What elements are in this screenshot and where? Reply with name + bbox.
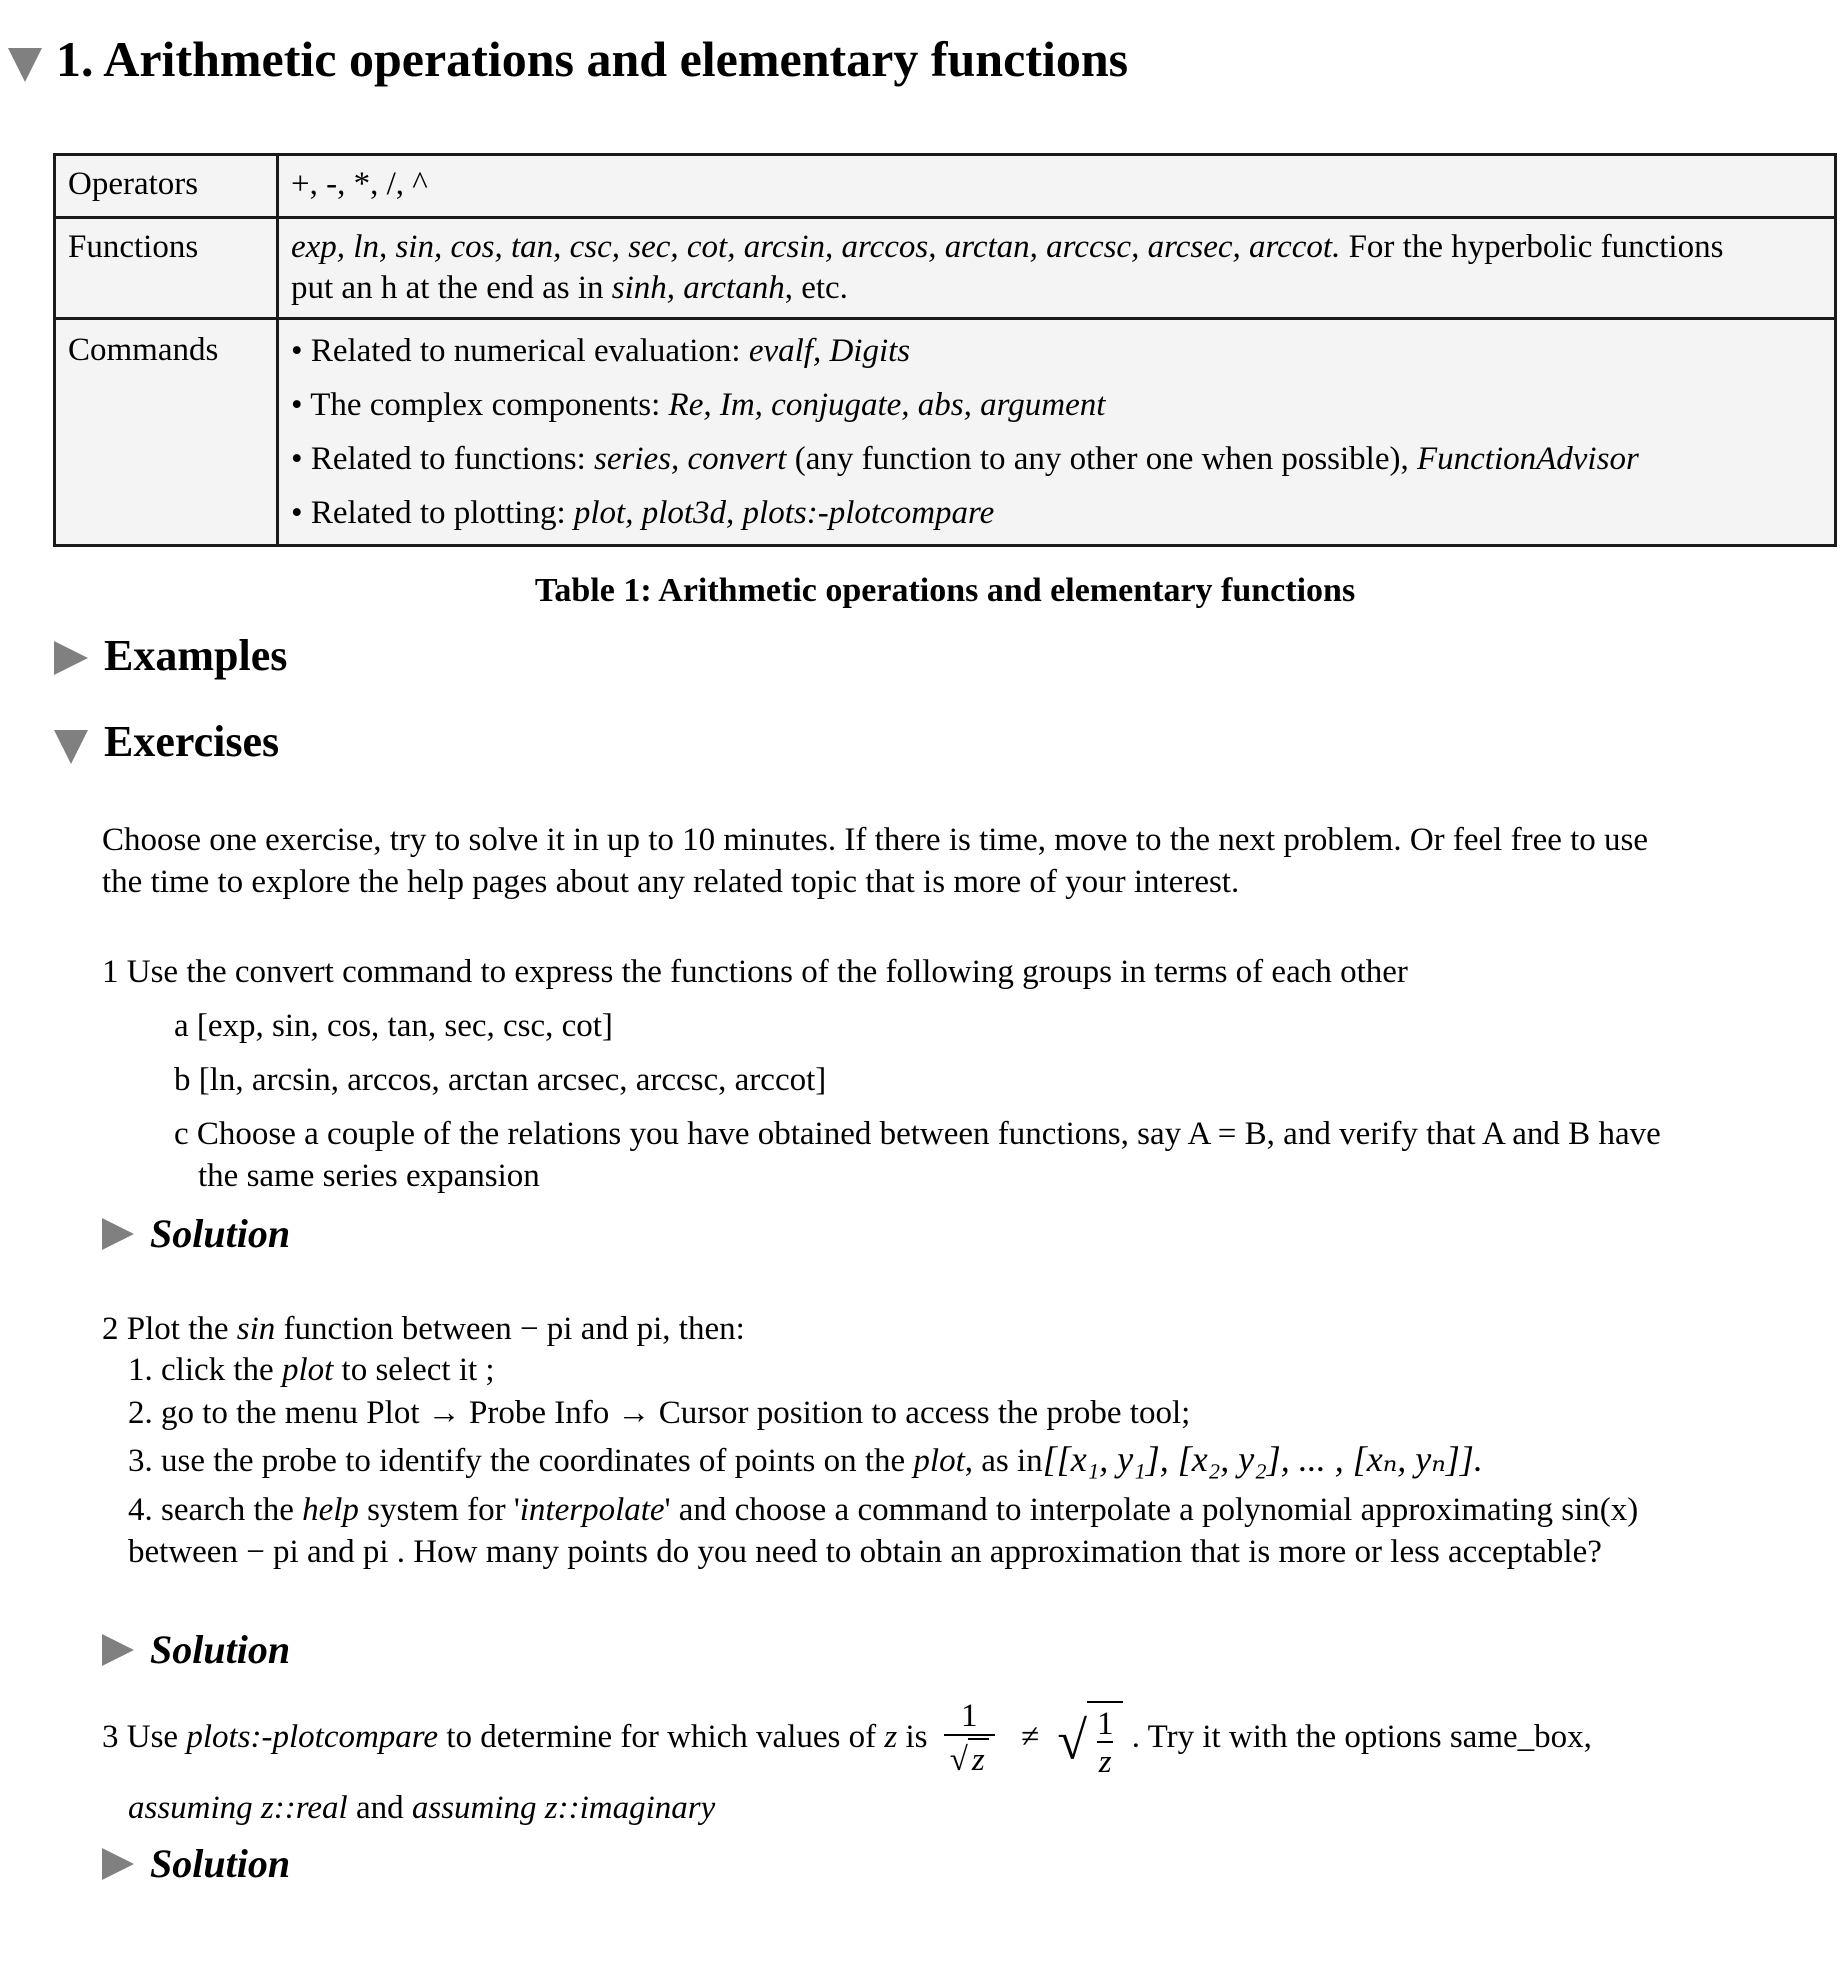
- row-label: Commands: [55, 319, 278, 546]
- list-item: • Related to plotting: plot, plot3d, plots:-plotcompare: [291, 495, 995, 531]
- coordinates-math: [[x₁, y₁], [x₂, y₂], ... , [xₙ, yₙ]].: [1042, 1439, 1483, 1479]
- table-row-commands: [55, 319, 1836, 546]
- expand-examples-icon[interactable]: [54, 641, 88, 675]
- solution-2-heading[interactable]: Solution: [150, 1627, 291, 1672]
- row-value: +, -, *, /, ^: [278, 155, 1836, 218]
- list-item: • The complex components: Re, Im, conjugate, abs, argument: [291, 387, 1106, 423]
- exercise-2-title: 2 Plot the sin function between − pi and pi, then:: [102, 1311, 745, 1347]
- exercise-2-step3: 3. use the probe to identify the coordinates of points on the plot, as in[[x₁, y₁], [x₂, y₂], ... , [xₙ, yₙ]].: [128, 1439, 1483, 1479]
- expand-solution-3-icon[interactable]: [102, 1848, 134, 1880]
- exercises-heading[interactable]: Exercises: [104, 717, 280, 766]
- expand-solution-1-icon[interactable]: [102, 1218, 134, 1250]
- sqrt-one-over-z: √ $\frac{1}{z}$: [1057, 1693, 1123, 1785]
- exercise-1-title: 1 Use the convert command to express the functions of the following groups in terms of each other: [102, 954, 1408, 990]
- row-value: exp, ln, sin, cos, tan, csc, sec, cot, arcsin, arccos, arctan, arccsc, arcsec, arccot. For the hyperbolic functions put an h at the end as in sinh, arctanh, etc.: [278, 218, 1836, 319]
- expand-solution-2-icon[interactable]: [102, 1634, 134, 1666]
- table-row-operators: [55, 155, 1836, 218]
- exercise-2-step4-line2: between − pi and pi . How many points do you need to obtain an approximation that is more or less acceptable?: [128, 1534, 1602, 1570]
- list-item: • Related to functions: series, convert (any function to any other one when possible), FunctionAdvisor: [291, 441, 1639, 477]
- exercise-1c-line2: the same series expansion: [198, 1158, 540, 1194]
- operators-table: [53, 153, 1837, 547]
- fraction-one-over-sqrt-z: $\frac{1}{√ z}$: [944, 1698, 995, 1780]
- not-equal-sign: ≠: [1020, 1719, 1040, 1755]
- list-item: • Related to numerical evaluation: evalf, Digits: [291, 333, 911, 369]
- exercise-1a: a [exp, sin, cos, tan, sec, csc, cot]: [174, 1008, 613, 1044]
- exercise-2-step2: 2. go to the menu Plot → Probe Info → Cursor position to access the probe tool;: [128, 1395, 1191, 1431]
- solution-3-heading[interactable]: Solution: [150, 1841, 291, 1886]
- row-label: Operators: [55, 155, 278, 218]
- table-caption: Table 1: Arithmetic operations and elementary functions: [534, 572, 1356, 609]
- examples-heading[interactable]: Examples: [104, 631, 288, 680]
- collapse-exercises-icon[interactable]: [54, 730, 88, 764]
- exercise-1c-line1: c Choose a couple of the relations you have obtained between functions, say A = B, and verify that A and B have: [174, 1116, 1661, 1152]
- exercise-2-step1: 1. click the plot to select it ;: [128, 1352, 495, 1388]
- table-row-functions: [55, 218, 1836, 319]
- collapse-section-toggle-icon[interactable]: [8, 48, 42, 82]
- row-label: Functions: [55, 218, 278, 319]
- exercises-intro-line1: Choose one exercise, try to solve it in up to 10 minutes. If there is time, move to the next problem. Or feel free to use: [102, 822, 1649, 858]
- solution-1-heading[interactable]: Solution: [150, 1211, 291, 1256]
- exercises-intro-line2: the time to explore the help pages about any related topic that is more of your interest.: [102, 864, 1240, 900]
- exercise-1b: b [ln, arcsin, arccos, arctan arcsec, arccsc, arccot]: [174, 1062, 827, 1098]
- exercise-3-line2: assuming z::real and assuming z::imaginary: [128, 1790, 716, 1826]
- row-value: [278, 319, 1836, 546]
- section-title: 1. Arithmetic operations and elementary functions: [56, 31, 1129, 87]
- commands-list: [291, 324, 1822, 540]
- exercise-3-title: 3 Use plots:-plotcompare to determine for which values of z is $\frac{1}{√ z}$ ≠ √ $\frac{1}{z}$ . Try it with the options same_box,: [102, 1692, 1592, 1786]
- exercise-2-step4-line1: 4. search the help system for 'interpolate' and choose a command to interpolate a polynomial approximating sin(x): [128, 1492, 1639, 1528]
